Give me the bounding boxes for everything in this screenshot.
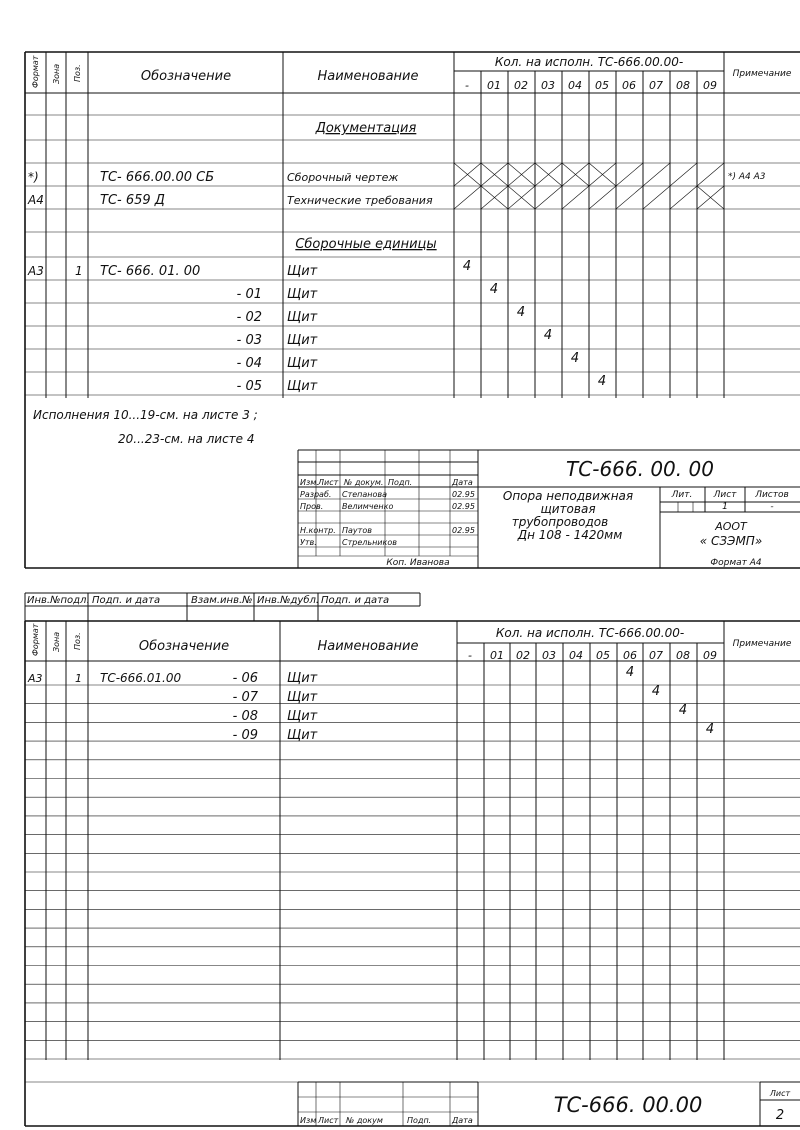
tb-sheets-label: Листов [755,490,789,500]
role-person: Стрельников [342,538,397,547]
sheet-1 [25,52,800,568]
row-pos: 1 [75,672,82,685]
doc-row-designation: ТС- 659 Д [100,193,165,208]
tb-org-line-2: « СЗЭМП» [699,534,763,548]
tb-title-line-2: щитовая [540,502,596,516]
variant-col-header: 09 [703,79,717,92]
role-label: Утв. [300,538,317,547]
row-qty: 4 [570,351,580,366]
row-qty: 4 [678,703,688,718]
row-pos: 1 [75,264,83,278]
row-suffix: - 05 [236,379,262,394]
hdr-qty: Кол. на исполн. ТС-666.00.00- [494,55,684,69]
tb2-hdr-izm: Изм [300,1116,317,1125]
tb-lit-label: Лит. [671,490,693,500]
row-name: Щит [287,333,318,348]
tb2-doc-number: ТС-666. 00.00 [553,1093,703,1117]
row-suffix: - 06 [232,671,258,686]
hdr-designation: Обозначение [140,69,232,84]
row-qty: 4 [543,328,553,343]
variant-header-row [465,79,717,92]
row-qty: 4 [489,282,499,297]
role-date: 02.95 [452,502,475,511]
tb-title-line-4: Дн 108 - 1420мм [517,528,623,542]
remark-line-1: Исполнения 10...19-см. на листе 3 ; [33,408,258,422]
hdr-name: Наименование [317,639,419,654]
variant-col-header: 06 [623,649,637,662]
tb2-hdr-sign: Подп. [407,1116,432,1125]
tb-title-line-1: Опора неподвижная [502,489,634,503]
doc-row-name: Сборочный чертеж [287,171,399,184]
row-name: Щит [287,356,318,371]
role-label: Н.контр. [300,526,336,535]
row-suffix: - 07 [232,690,258,705]
row-name: Щит [287,728,318,743]
section-assembly-units: Сборочные единицы [295,237,437,252]
role-label: Пров. [300,502,324,511]
tb-copied-by: Коп. Иванова [386,558,450,568]
tb-hdr-sign: Подп. [388,478,413,487]
row-name: Щит [287,709,318,724]
variant-col-header: 07 [649,79,663,92]
role-date: 02.95 [452,526,475,535]
tb-sheets-value: - [770,502,774,512]
row-name: Щит [287,379,318,394]
variant-col-header: - [465,79,469,92]
tb-hdr-date: Дата [452,478,473,487]
variant-header-row [468,649,717,662]
stamp-header: Подп. и дата [321,595,390,606]
variant-col-header: 03 [542,649,556,662]
tb2-sheet-value: 2 [775,1108,785,1123]
hdr-qty: Кол. на исполн. ТС-666.00.00- [495,626,685,640]
row-qty: 4 [462,259,472,274]
title-block-small [298,1082,800,1126]
hdr-zone: Зона [52,63,61,84]
tb-hdr-docnum: № докум. [344,478,384,487]
variant-col-header: 01 [487,79,501,92]
remark-line-2: 20...23-см. на листе 4 [118,432,255,446]
tb2-hdr-docnum: № докум [346,1116,383,1125]
stamp-header: Инв.№подл. [27,595,90,606]
doc-row-name: Технические требования [287,194,433,207]
doc-row-format: А4 [28,193,44,207]
variant-col-header: 01 [490,649,504,662]
tb-title-line-3: трубопроводов [511,515,609,529]
tb2-hdr-date: Дата [452,1116,473,1125]
variant-col-header: - [468,649,472,662]
variant-col-header: 02 [514,79,528,92]
tb-org-line-1: АООТ [715,520,747,533]
hdr-pos: Поз. [73,64,82,82]
row-qty: 4 [705,722,715,737]
assembly-units-table [27,259,606,394]
row-suffix: - 04 [236,356,262,371]
hdr-format: Формат [31,55,40,88]
title-block-roles [300,490,475,547]
variant-col-header: 07 [649,649,663,662]
stamp-header: Инв.№дубл. [257,595,320,606]
doc-row-designation: ТС- 666.00.00 СБ [100,170,215,185]
sheet-2 [25,593,800,1126]
tb-sheet-value: 1 [722,502,728,512]
row-qty: 4 [651,684,661,699]
role-label: Разраб. [300,490,332,499]
row-format: А3 [28,264,44,278]
row-name: Щит [287,264,318,279]
tb-sheet-label: Лист [713,490,737,500]
row-suffix: - 09 [232,728,258,743]
hdr-designation: Обозначение [138,639,230,654]
hdr-pos: Поз. [73,632,82,650]
variant-col-header: 04 [569,649,583,662]
tb2-hdr-list: Лист [318,1116,339,1125]
row-suffix: - 08 [232,709,258,724]
sheet-2-row-lines [25,685,800,1082]
hdr-note: Примечание [732,639,792,649]
tb-hdr-izm: Изм. [300,478,319,487]
variant-col-header: 08 [676,649,690,662]
role-person: Велимченко [342,502,394,511]
row-suffix: - 02 [236,310,262,325]
variant-col-header: 03 [541,79,555,92]
row-qty: 4 [597,374,607,389]
tb-hdr-list: Лист [318,478,339,487]
doc-row-format: *) [28,170,39,184]
tb2-sheet-label: Лист [769,1089,791,1098]
role-person: Паутов [342,526,372,535]
row-name: Щит [287,310,318,325]
tb-doc-number: ТС-666. 00. 00 [566,457,714,481]
variant-col-header: 05 [596,649,610,662]
variant-col-header: 08 [676,79,690,92]
row-qty: 4 [625,665,635,680]
variant-col-header: 02 [516,649,530,662]
variant-col-header: 05 [595,79,609,92]
row-suffix: - 03 [236,333,262,348]
row-name: Щит [287,287,318,302]
role-person: Степанова [342,490,388,499]
stamp-header: Взам.инв.№ [191,595,253,606]
variant-col-header: 04 [568,79,582,92]
stamp-header: Подп. и дата [92,595,161,606]
hdr-format: Формат [31,623,40,656]
hdr-name: Наименование [317,69,419,84]
title-block [298,450,800,568]
row-designation: ТС-666.01.00 [100,671,182,685]
row-suffix: - 01 [236,287,262,302]
row-qty: 4 [516,305,526,320]
stamp-strip [27,594,389,606]
row-designation: ТС- 666. 01. 00 [100,264,201,279]
row-name: Щит [287,671,318,686]
section-documentation: Документация [315,121,417,136]
variant-col-header: 06 [622,79,636,92]
role-date: 02.95 [452,490,475,499]
row-format: А3 [28,672,43,685]
hdr-note: Примечание [732,69,792,79]
tb-format-label: Формат А4 [710,558,762,568]
hdr-zone: Зона [52,631,61,652]
doc-row-note: *) А4 А3 [728,172,766,182]
row-name: Щит [287,690,318,705]
variant-col-header: 09 [703,649,717,662]
